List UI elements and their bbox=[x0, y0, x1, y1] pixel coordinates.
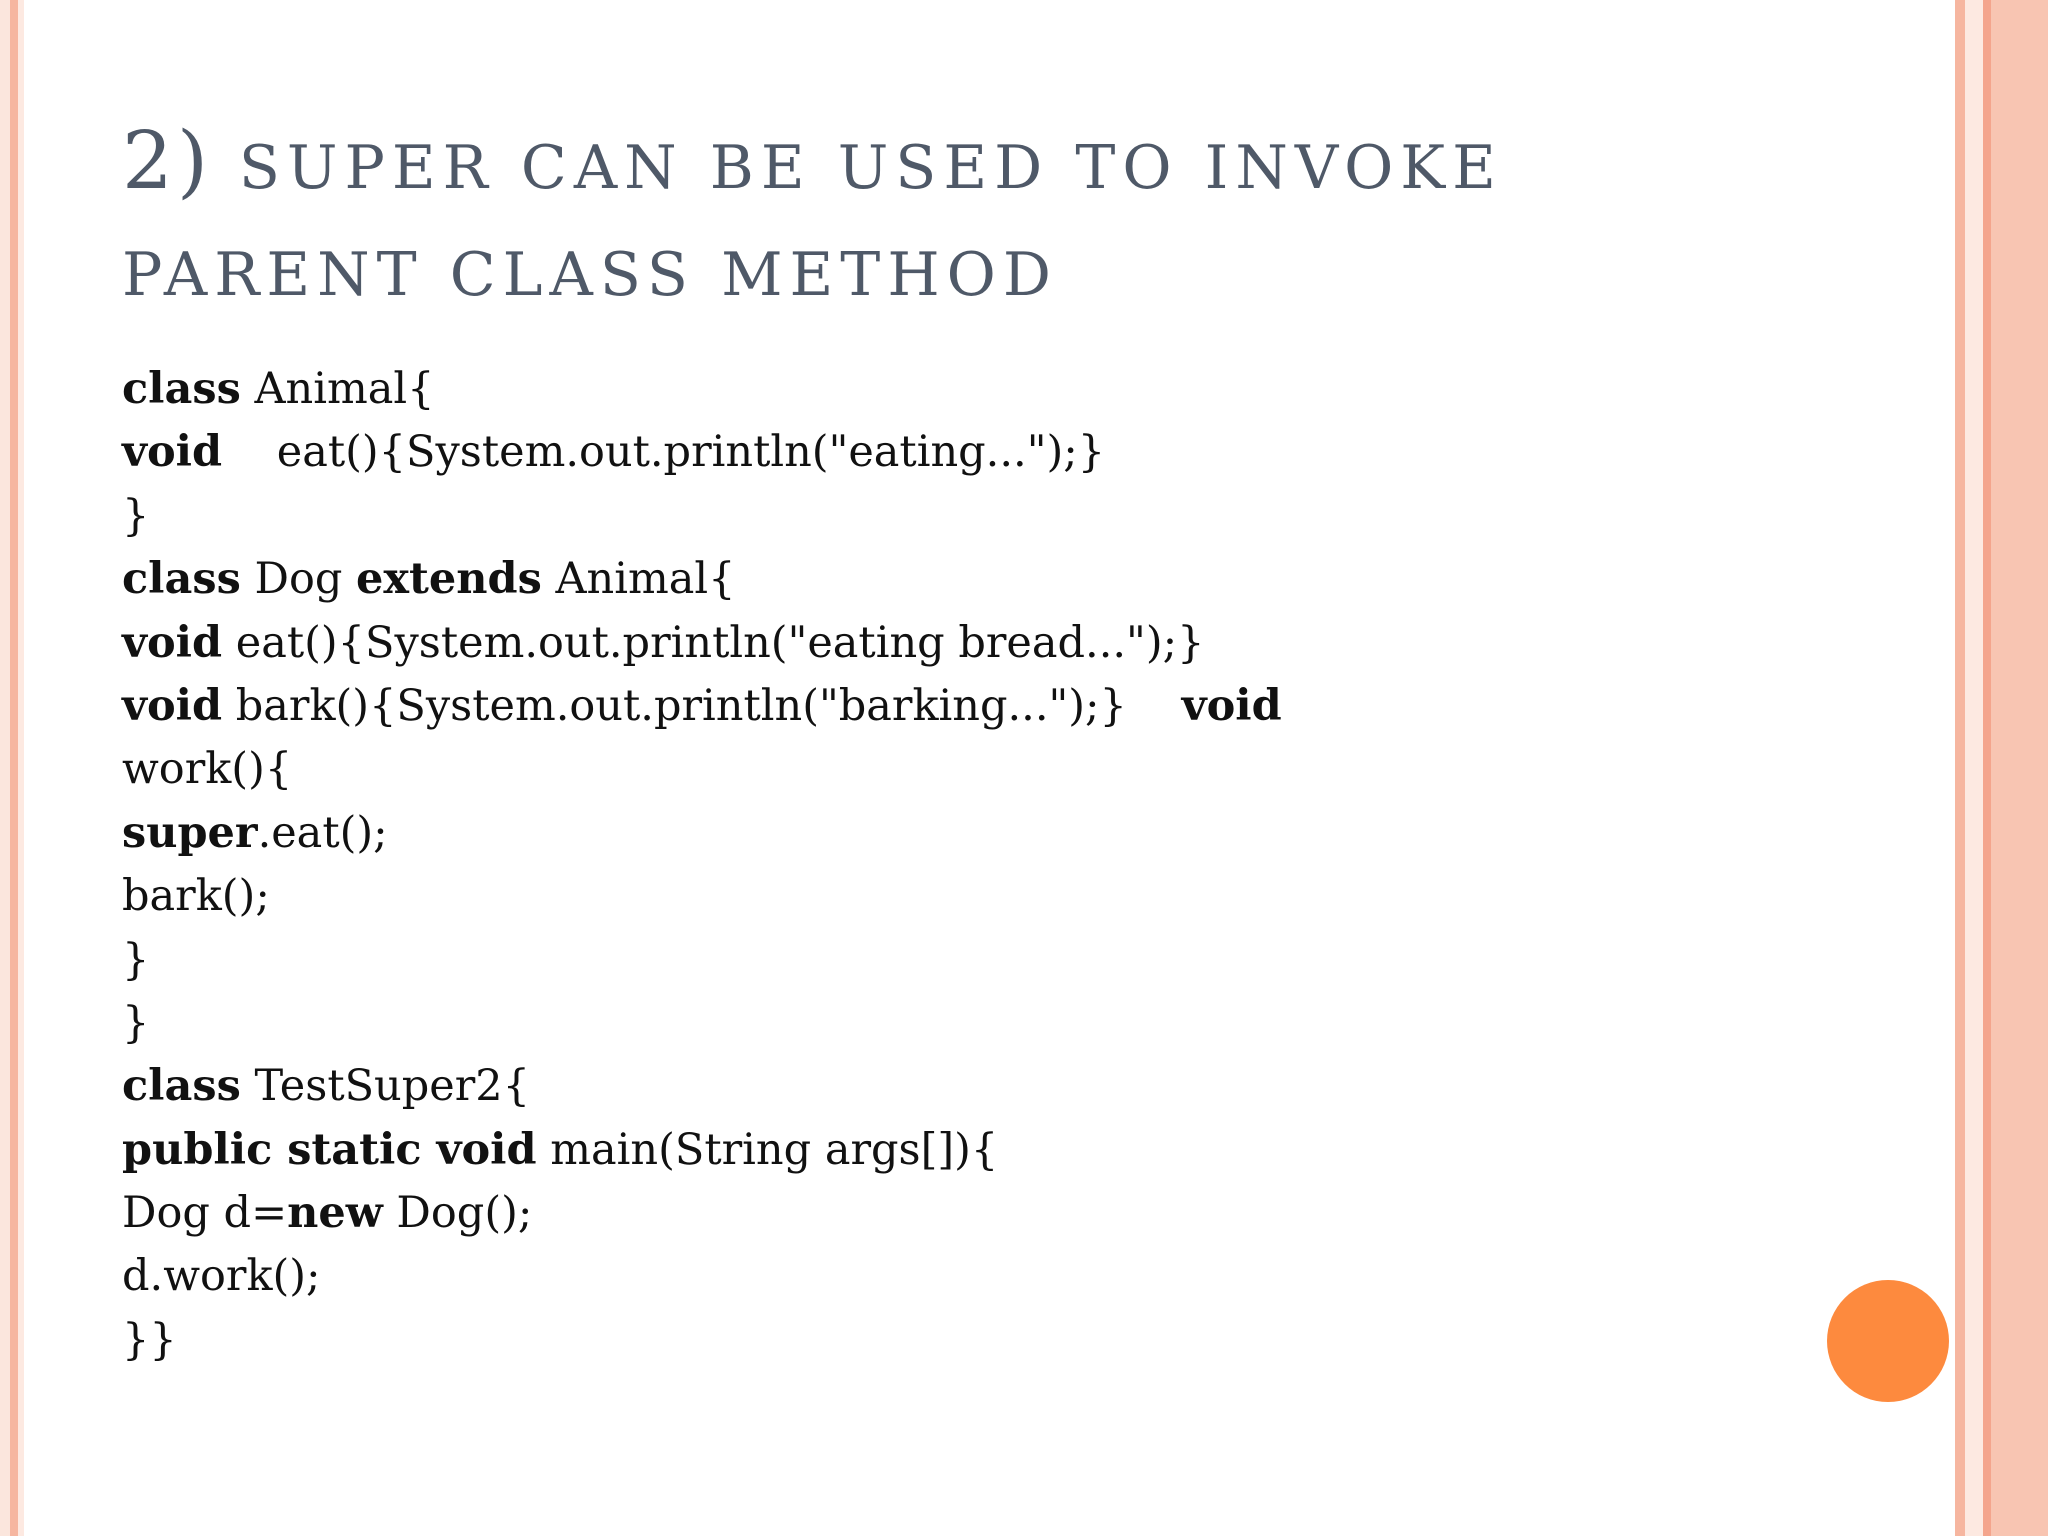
code-line bbox=[122, 1182, 1822, 1245]
code-text: Dog(); bbox=[382, 1188, 533, 1239]
keyword: class bbox=[122, 1061, 241, 1112]
code-text: }} bbox=[122, 1314, 177, 1365]
code-text: } bbox=[122, 997, 150, 1048]
code-text: } bbox=[122, 934, 150, 985]
code-block bbox=[122, 358, 1822, 1372]
keyword: public static void bbox=[122, 1124, 537, 1175]
slide-title bbox=[122, 108, 1762, 328]
code-text: Dog d= bbox=[122, 1188, 288, 1239]
code-text: } bbox=[122, 490, 150, 541]
right-border-stripe-4 bbox=[1991, 0, 2048, 1536]
keyword: new bbox=[287, 1188, 383, 1239]
code-text: main(String args[]){ bbox=[536, 1124, 999, 1175]
keyword: extends bbox=[356, 554, 542, 605]
title-number: 2) bbox=[122, 114, 213, 207]
code-text: eat(){System.out.println("eating...");} bbox=[222, 427, 1106, 478]
right-border-stripe-2 bbox=[1965, 0, 1983, 1536]
left-border-outer bbox=[0, 0, 10, 1536]
code-line bbox=[122, 865, 1822, 928]
code-line bbox=[122, 1055, 1822, 1118]
code-text: eat(){System.out.println("eating bread...");} bbox=[222, 617, 1205, 668]
keyword: void bbox=[122, 680, 223, 731]
keyword: class bbox=[122, 554, 241, 605]
left-border-stripe bbox=[10, 0, 18, 1536]
code-text: Dog bbox=[240, 554, 357, 605]
code-line bbox=[122, 358, 1822, 421]
code-line bbox=[122, 992, 1822, 1055]
keyword: void bbox=[122, 617, 223, 668]
code-line bbox=[122, 802, 1822, 865]
code-text: work(){ bbox=[122, 744, 293, 795]
code-line bbox=[122, 929, 1822, 992]
code-line bbox=[122, 1245, 1822, 1308]
keyword: void bbox=[122, 427, 223, 478]
right-border-stripe-3 bbox=[1983, 0, 1991, 1536]
code-line bbox=[122, 1119, 1822, 1182]
code-text: bark(){System.out.println("barking...");} bbox=[222, 680, 1182, 731]
code-line bbox=[122, 548, 1822, 611]
code-text: Animal{ bbox=[240, 364, 435, 414]
keyword: class bbox=[122, 364, 241, 414]
code-line bbox=[122, 675, 1822, 738]
code-line bbox=[122, 738, 1822, 801]
title-text: SUPER CAN BE USED TO INVOKE PARENT CLASS METHOD bbox=[122, 133, 1503, 310]
right-border-stripe-1 bbox=[1955, 0, 1965, 1536]
keyword: super bbox=[122, 807, 258, 858]
code-line bbox=[122, 421, 1822, 484]
keyword: void bbox=[1181, 680, 1282, 731]
code-text: bark(); bbox=[122, 871, 270, 922]
code-line bbox=[122, 485, 1822, 548]
code-text: TestSuper2{ bbox=[240, 1061, 530, 1112]
code-text: .eat(); bbox=[257, 807, 388, 858]
left-border-inner bbox=[18, 0, 24, 1536]
code-line bbox=[122, 1309, 1822, 1372]
code-text: d.work(); bbox=[122, 1251, 321, 1302]
code-text: Animal{ bbox=[541, 554, 736, 605]
accent-dot bbox=[1827, 1280, 1949, 1402]
code-line bbox=[122, 612, 1822, 675]
